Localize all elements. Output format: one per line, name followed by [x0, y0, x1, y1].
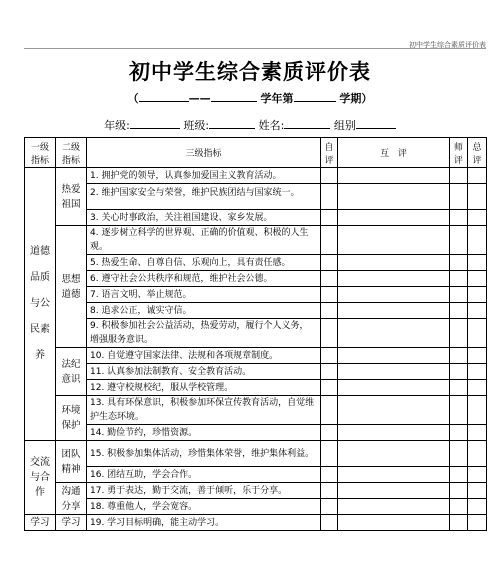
item-9: 9. 积极参加社会公益活动，热爱劳动，履行个人义务，增强服务意识。 — [87, 319, 321, 348]
peer-cell[interactable] — [338, 425, 450, 441]
peer-cell[interactable] — [338, 396, 450, 425]
level2-study: 学习 — [56, 515, 87, 531]
self-cell[interactable] — [321, 303, 338, 319]
total-cell[interactable] — [468, 515, 487, 531]
semester-label: 学期） — [339, 92, 373, 105]
class-blank[interactable] — [209, 118, 255, 129]
level1-study: 学习 — [25, 515, 56, 531]
peer-cell[interactable] — [338, 499, 450, 515]
peer-cell[interactable] — [338, 348, 450, 364]
item-19: 19. 学习目标明确，能主动学习。 — [87, 515, 321, 531]
item-5: 5. 热爱生命、自尊自信、乐观向上，具有责任感。 — [87, 255, 321, 271]
peer-cell[interactable] — [338, 515, 450, 531]
table-row — [25, 396, 487, 425]
table-row — [25, 515, 487, 531]
semester-blank[interactable] — [294, 91, 336, 102]
item-11: 11. 认真参加法制教育、安全教育活动。 — [87, 364, 321, 380]
self-cell[interactable] — [321, 441, 338, 467]
peer-cell[interactable] — [338, 168, 450, 184]
teacher-cell[interactable] — [450, 467, 468, 483]
self-cell[interactable] — [321, 396, 338, 425]
total-cell[interactable] — [468, 184, 487, 210]
self-cell[interactable] — [321, 271, 338, 287]
table-row — [25, 255, 487, 271]
self-cell[interactable] — [321, 467, 338, 483]
self-cell[interactable] — [321, 319, 338, 348]
total-cell[interactable] — [468, 168, 487, 184]
total-cell[interactable] — [468, 483, 487, 499]
item-15: 15. 积极参加集体活动，珍惜集体荣誉，维护集体利益。 — [87, 441, 321, 467]
page-title: 初中学生综合素质评价表 — [129, 60, 371, 84]
teacher-cell[interactable] — [450, 287, 468, 303]
table-row — [25, 184, 487, 210]
grade-label: 年级: — [104, 119, 130, 132]
total-cell[interactable] — [468, 255, 487, 271]
teacher-cell[interactable] — [450, 441, 468, 467]
self-cell[interactable] — [321, 255, 338, 271]
item-18: 18. 尊重他人，学会宽容。 — [87, 499, 321, 515]
self-cell[interactable] — [321, 515, 338, 531]
header-self: 自评 — [321, 138, 338, 168]
table-row — [25, 483, 487, 499]
table-row — [25, 441, 487, 467]
group-label: 组别 — [333, 119, 356, 132]
name-label: 姓名: — [258, 119, 285, 132]
self-cell[interactable] — [321, 364, 338, 380]
self-cell[interactable] — [321, 226, 338, 255]
self-cell[interactable] — [321, 210, 338, 226]
teacher-cell[interactable] — [450, 271, 468, 287]
peer-cell[interactable] — [338, 287, 450, 303]
self-cell[interactable] — [321, 499, 338, 515]
peer-cell[interactable] — [338, 467, 450, 483]
teacher-cell[interactable] — [450, 380, 468, 396]
table-row — [25, 467, 487, 483]
header-rule — [24, 48, 486, 49]
student-info-line — [0, 117, 500, 133]
peer-cell[interactable] — [338, 319, 450, 348]
header-level3: 三级指标 — [87, 138, 321, 168]
level2-talk: 沟通分享 — [56, 483, 87, 515]
header-total: 总评 — [468, 138, 487, 168]
peer-cell[interactable] — [338, 255, 450, 271]
school-year-line — [0, 90, 500, 106]
grade-blank[interactable] — [130, 118, 180, 129]
total-cell[interactable] — [468, 380, 487, 396]
header-peer: 互 评 — [338, 138, 450, 168]
teacher-cell[interactable] — [450, 210, 468, 226]
total-cell[interactable] — [468, 467, 487, 483]
teacher-cell[interactable] — [450, 396, 468, 425]
total-cell[interactable] — [468, 271, 487, 287]
peer-cell[interactable] — [338, 184, 450, 210]
level2-love: 热爱祖国 — [56, 168, 87, 226]
table-row — [25, 499, 487, 515]
table-row — [25, 303, 487, 319]
teacher-cell[interactable] — [450, 168, 468, 184]
item-6: 6. 遵守社会公共秩序和规范，维护社会公德。 — [87, 271, 321, 287]
total-cell[interactable] — [468, 287, 487, 303]
total-cell[interactable] — [468, 364, 487, 380]
table-row — [25, 287, 487, 303]
self-cell[interactable] — [321, 168, 338, 184]
teacher-cell[interactable] — [450, 348, 468, 364]
teacher-cell[interactable] — [450, 319, 468, 348]
header-teacher: 师评 — [450, 138, 468, 168]
item-1: 1. 拥护党的领导，认真参加爱国主义教育活动。 — [87, 168, 321, 184]
table-row — [25, 226, 487, 255]
total-cell[interactable] — [468, 441, 487, 467]
class-label: 班级: — [183, 119, 210, 132]
item-14: 14. 勤俭节约，珍惜资源。 — [87, 425, 321, 441]
table-row — [25, 380, 487, 396]
peer-cell[interactable] — [338, 210, 450, 226]
header-level1: 一级指标 — [25, 138, 56, 168]
year-end-blank[interactable] — [211, 91, 257, 102]
peer-cell[interactable] — [338, 364, 450, 380]
peer-cell[interactable] — [338, 441, 450, 467]
name-blank[interactable] — [284, 118, 330, 129]
header-note: 初中学生综合素质评价表 — [409, 41, 486, 49]
self-cell[interactable] — [321, 348, 338, 364]
teacher-cell[interactable] — [450, 255, 468, 271]
year-start-blank[interactable] — [139, 91, 189, 102]
level1-comm: 交流与合作 — [25, 441, 56, 515]
teacher-cell[interactable] — [450, 499, 468, 515]
teacher-cell[interactable] — [450, 184, 468, 210]
level2-law: 法纪意识 — [56, 348, 87, 396]
school-year-label: 学年第 — [260, 92, 294, 105]
peer-cell[interactable] — [338, 271, 450, 287]
teacher-cell[interactable] — [450, 483, 468, 499]
item-13: 13. 具有环保意识，积极参加环保宣传教育活动，自觉维护生态环境。 — [87, 396, 321, 425]
level1-moral: 道德品质与公民素养 — [25, 168, 56, 441]
self-cell[interactable] — [321, 184, 338, 210]
item-2: 2. 维护国家安全与荣誉，维护民族团结与国家统一。 — [87, 184, 321, 210]
item-7: 7. 语言文明、举止规范。 — [87, 287, 321, 303]
total-cell[interactable] — [468, 319, 487, 348]
total-cell[interactable] — [468, 348, 487, 364]
table-row — [25, 271, 487, 287]
item-10: 10. 自觉遵守国家法律、法规和各项规章制度。 — [87, 348, 321, 364]
item-17: 17. 勇于表达，勤于交流，善于倾听，乐于分享。 — [87, 483, 321, 499]
peer-cell[interactable] — [338, 226, 450, 255]
teacher-cell[interactable] — [450, 425, 468, 441]
item-4: 4. 逐步树立科学的世界观、正确的价值观、积极的人生观。 — [87, 226, 321, 255]
peer-cell[interactable] — [338, 303, 450, 319]
table-row — [25, 425, 487, 441]
table-row — [25, 348, 487, 364]
peer-cell[interactable] — [338, 483, 450, 499]
total-cell[interactable] — [468, 499, 487, 515]
evaluation-table — [24, 137, 487, 531]
self-cell[interactable] — [321, 425, 338, 441]
level2-env: 环境保护 — [56, 396, 87, 441]
teacher-cell[interactable] — [450, 226, 468, 255]
teacher-cell[interactable] — [450, 364, 468, 380]
table-row — [25, 364, 487, 380]
table-row — [25, 168, 487, 184]
table-header-row — [25, 138, 487, 168]
header-level2: 二级指标 — [56, 138, 87, 168]
teacher-cell[interactable] — [450, 303, 468, 319]
group-blank[interactable] — [356, 118, 396, 129]
table-row — [25, 319, 487, 348]
item-3: 3. 关心时事政治，关注祖国建设、家乡发展。 — [87, 210, 321, 226]
peer-cell[interactable] — [338, 380, 450, 396]
teacher-cell[interactable] — [450, 515, 468, 531]
total-cell[interactable] — [468, 210, 487, 226]
open-paren: （ — [127, 92, 139, 105]
table-row — [25, 210, 487, 226]
level2-team: 团队精神 — [56, 441, 87, 483]
total-cell[interactable] — [468, 303, 487, 319]
total-cell[interactable] — [468, 396, 487, 425]
year-dash: —— — [188, 92, 211, 105]
self-cell[interactable] — [321, 380, 338, 396]
self-cell[interactable] — [321, 483, 338, 499]
item-12: 12. 遵守校规校纪，服从学校管理。 — [87, 380, 321, 396]
total-cell[interactable] — [468, 425, 487, 441]
total-cell[interactable] — [468, 226, 487, 255]
level2-thought: 思想道德 — [56, 226, 87, 348]
self-cell[interactable] — [321, 287, 338, 303]
item-16: 16. 团结互助，学会合作。 — [87, 467, 321, 483]
item-8: 8. 追求公正，诚实守信。 — [87, 303, 321, 319]
